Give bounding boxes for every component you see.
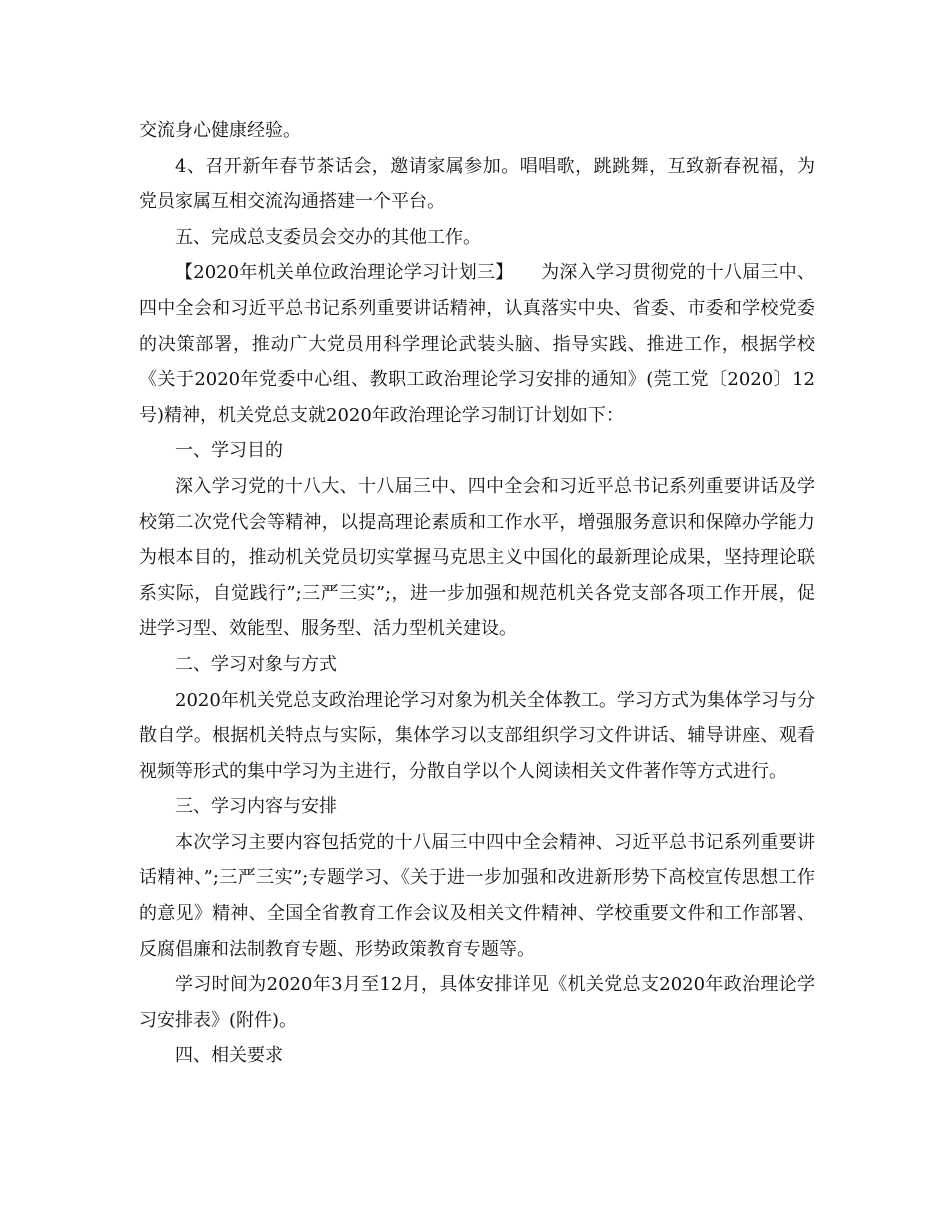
section-heading-study-purpose: 一、学习目的 — [175, 440, 283, 462]
paragraph-study-purpose: 深入学习党的十八大、十八届三中、四中全会和习近平总书记系列重要讲话及学校第二次党代会等精神，以提高理论素质和工作水平，增强服务意识和保障办学能力为根本目的，推动机关党员切实掌握马克思主义中国化的最新理论成果，坚持理论联系实际，自觉践行”;三严三实”;，进一步加强和规范机关各党支部各项工作开展，促进学习型、效能型、服务型、活力型机关建设。 — [139, 475, 815, 640]
paragraph-new-year-tea-party: 4、召开新年春节茶话会，邀请家属参加。唱唱歌，跳跳舞，互致新春祝福，为党员家属互相交流沟通搭建一个平台。 — [139, 155, 815, 213]
paragraph-study-target-method: 2020年机关党总支政治理论学习对象为机关全体教工。学习方式为集体学习与分散自学。根据机关特点与实际，集体学习以支部组织学习文件讲话、辅导讲座、观看视频等形式的集中学习为主进行，分散自学以个人阅读相关文件著作等方式进行。 — [139, 689, 815, 782]
section-heading-other-work: 五、完成总支委员会交办的其他工作。 — [175, 226, 481, 248]
paragraph-continuation: 交流身心健康经验。 — [139, 120, 301, 141]
section-heading-requirements: 四、相关要求 — [175, 1045, 283, 1067]
paragraph-study-content: 本次学习主要内容包括党的十八届三中四中全会精神、习近平总书记系列重要讲话精神、”;三严三实”;专题学习、《关于进一步加强和改进新形势下高校宣传思想工作的意见》精神、全国全省教育工作会议及相关文件精神、学校重要文件和工作部署、反腐倡廉和法制教育专题、形势政策教育专题等。 — [139, 831, 815, 960]
document-body — [139, 113, 815, 1074]
paragraph-study-schedule: 学习时间为2020年3月至12月，具体安排详见《机关党总支2020年政治理论学习安排表》(附件)。 — [139, 974, 815, 1031]
paragraph-plan-three-intro: 【2020年机关单位政治理论学习计划三】 为深入学习贯彻党的十八届三中、四中全会和习近平总书记系列重要讲话精神，认真落实中央、省委、市委和学校党委的决策部署，推动广大党员用科学理论武装头脑、指导实践、推进工作，根据学校《关于2020年党委中心组、教职工政治理论学习安排的通知》(莞工党〔2020〕12号)精神，机关党总支就2020年政治理论学习制订计划如下： — [139, 262, 815, 426]
section-heading-study-target-method: 二、学习对象与方式 — [175, 653, 337, 675]
section-heading-study-content: 三、学习内容与安排 — [175, 796, 337, 818]
